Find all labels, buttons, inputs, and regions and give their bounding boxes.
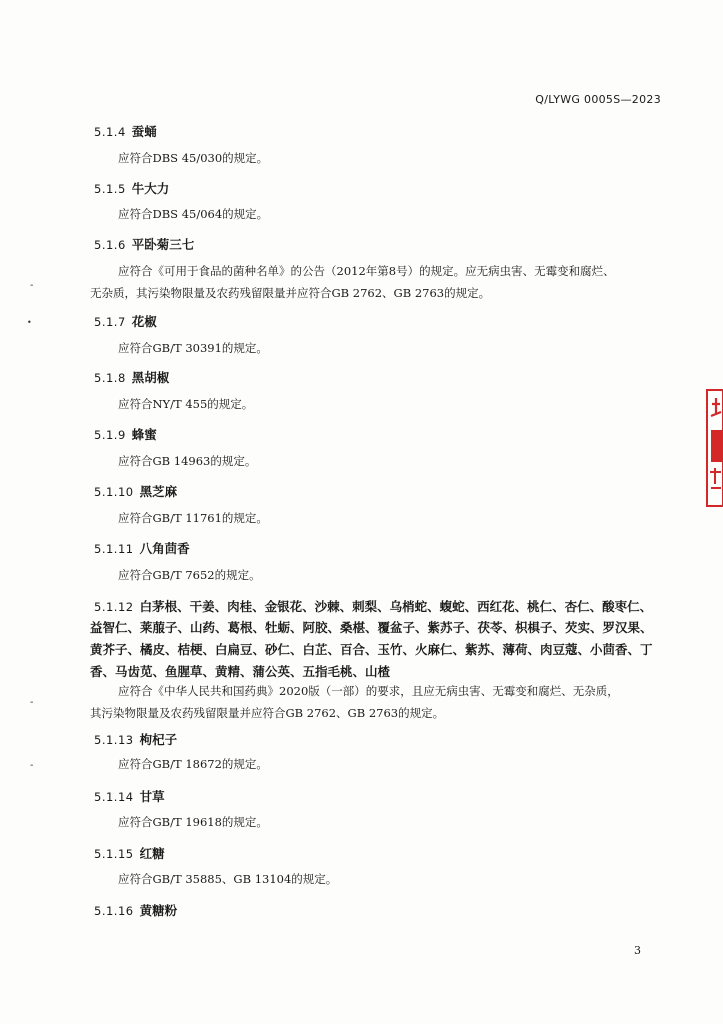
section-number: 5.1.13 xyxy=(94,733,134,747)
section-title: 蚕蛹 xyxy=(131,124,157,139)
section-body xyxy=(118,811,668,833)
section-body xyxy=(118,868,668,890)
section-heading xyxy=(94,787,165,805)
section-number: 5.1.6 xyxy=(94,238,126,252)
page-number: 3 xyxy=(634,944,641,957)
section-number: 5.1.9 xyxy=(94,428,126,442)
section-title: 红糖 xyxy=(139,846,165,861)
section-body xyxy=(118,507,668,529)
section-number: 5.1.7 xyxy=(94,315,126,329)
section-title: 花椒 xyxy=(131,314,157,329)
section-body xyxy=(118,450,668,472)
section-heading xyxy=(94,179,169,197)
body-line: 应符合GB/T 11761的规定。 xyxy=(118,511,268,525)
section-title: 白茅根、干姜、肉桂、金银花、沙棘、刺梨、乌梢蛇、蝮蛇、西红花、桃仁、杏仁、酸枣仁、 xyxy=(139,599,653,614)
section-body xyxy=(90,680,666,724)
section-body xyxy=(118,564,668,586)
section-heading xyxy=(94,122,157,140)
section-title: 黄糖粉 xyxy=(139,903,178,918)
section-number: 5.1.15 xyxy=(94,847,134,861)
section-number: 5.1.8 xyxy=(94,371,126,385)
body-line: 应符合GB/T 7652的规定。 xyxy=(118,568,261,582)
section-number: 5.1.4 xyxy=(94,125,126,139)
section-heading xyxy=(94,368,169,386)
section-title: 蜂蜜 xyxy=(131,427,157,442)
section-body xyxy=(118,147,668,169)
section-title: 牛大力 xyxy=(131,181,170,196)
margin-mark: - xyxy=(30,760,34,771)
section-number: 5.1.11 xyxy=(94,542,134,556)
body-line: 应符合GB/T 18672的规定。 xyxy=(118,757,268,771)
body-line: 应符合GB/T 30391的规定。 xyxy=(118,341,268,355)
margin-mark: • xyxy=(27,318,32,327)
section-title: 八角茴香 xyxy=(139,541,190,556)
section-heading xyxy=(94,901,177,919)
section-title-line: 黄芥子、橘皮、桔梗、白扁豆、砂仁、白芷、百合、玉竹、火麻仁、紫苏、薄荷、肉豆蔻、小茴香、丁 xyxy=(90,642,653,657)
section-number: 5.1.14 xyxy=(94,790,134,804)
body-line: 应符合GB 14963的规定。 xyxy=(118,454,257,468)
body-line: 应符合NY/T 455的规定。 xyxy=(118,397,254,411)
body-line: 其污染物限量及农药残留限量并应符合GB 2762、GB 2763的规定。 xyxy=(90,706,445,720)
body-line: 应符合DBS 45/064的规定。 xyxy=(118,207,269,221)
section-body xyxy=(118,203,668,225)
section-title: 黑胡椒 xyxy=(131,370,170,385)
margin-mark: - xyxy=(30,280,34,291)
body-line: 应符合GB/T 19618的规定。 xyxy=(118,815,268,829)
body-line: 应符合DBS 45/030的规定。 xyxy=(118,151,269,165)
section-body xyxy=(118,337,668,359)
section-body xyxy=(90,260,666,304)
document-code: Q/LYWG 0005S—2023 xyxy=(535,93,661,106)
section-heading xyxy=(94,425,157,443)
section-number: 5.1.5 xyxy=(94,182,126,196)
section-body xyxy=(118,393,668,415)
section-number: 5.1.12 xyxy=(94,600,134,614)
section-title: 黑芝麻 xyxy=(139,484,178,499)
body-line: 应符合《可用于食品的菌种名单》的公告（2012年第8号）的规定。应无病虫害、无霉变和腐烂、 xyxy=(118,264,615,278)
margin-mark: - xyxy=(30,697,34,708)
body-line: 应符合GB/T 35885、GB 13104的规定。 xyxy=(118,872,338,886)
seal-stamp-fragment xyxy=(706,388,723,508)
section-heading xyxy=(94,235,194,253)
section-number: 5.1.10 xyxy=(94,485,134,499)
section-heading xyxy=(94,482,177,500)
section-title: 甘草 xyxy=(139,789,165,804)
section-number: 5.1.16 xyxy=(94,904,134,918)
section-title-line: 香、马齿苋、鱼腥草、黄精、蒲公英、五指毛桃、山楂 xyxy=(90,664,391,679)
section-title: 枸杞子 xyxy=(139,732,178,747)
section-heading xyxy=(94,844,165,862)
section-heading xyxy=(94,596,652,618)
section-title: 平卧菊三七 xyxy=(131,237,195,252)
section-heading xyxy=(94,312,157,330)
section-heading xyxy=(94,730,177,748)
section-heading xyxy=(94,539,190,557)
body-line: 应符合《中华人民共和国药典》2020版（一部）的要求，且应无病虫害、无霉变和腐烂、无杂质， xyxy=(118,684,619,698)
section-body xyxy=(118,753,668,775)
section-title-line: 益智仁、莱菔子、山药、葛根、牡蛎、阿胶、桑椹、覆盆子、紫苏子、茯苓、枳椇子、芡实、罗汉果、 xyxy=(90,620,653,635)
body-line: 无杂质，其污染物限量及农药残留限量并应符合GB 2762、GB 2763的规定。 xyxy=(90,286,491,300)
